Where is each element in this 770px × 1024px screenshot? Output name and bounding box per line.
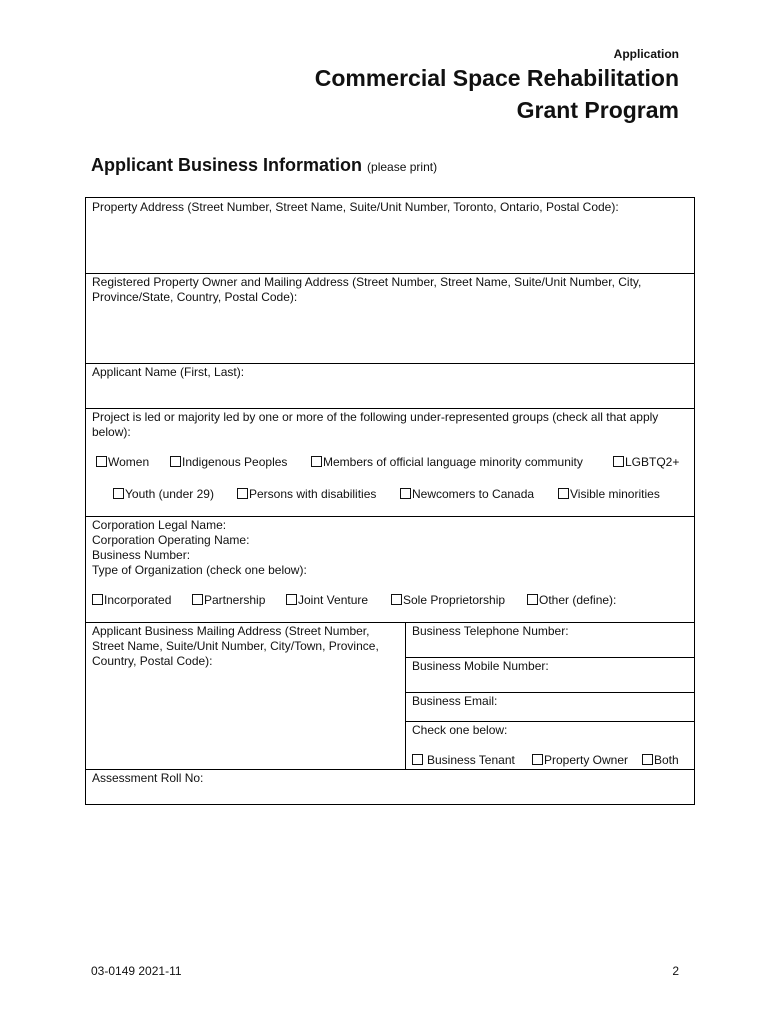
row-divider xyxy=(86,408,694,409)
row-divider xyxy=(405,657,694,658)
application-label: Application xyxy=(613,47,679,61)
row-divider xyxy=(405,721,694,722)
section-heading-note: (please print) xyxy=(367,160,438,174)
group-option-visible-minorities[interactable]: Visible minorities xyxy=(558,487,660,501)
checkbox[interactable] xyxy=(92,594,103,605)
checkbox[interactable] xyxy=(113,488,124,499)
row-divider xyxy=(86,273,694,274)
property-address-label: Property Address (Street Number, Street Name, Suite/Unit Number, Toronto, Ontario, Postal Code): xyxy=(92,200,619,214)
row-divider xyxy=(405,692,694,693)
checkbox[interactable] xyxy=(170,456,181,467)
column-divider xyxy=(405,622,406,769)
owner-address-label-line1: Registered Property Owner and Mailing Address (Street Number, Street Name, Suite/Unit Number, City, xyxy=(92,275,642,289)
page-title-line2: Grant Program xyxy=(516,97,679,123)
org-type-label: Type of Organization (check one below): xyxy=(92,563,307,577)
telephone-label: Business Telephone Number: xyxy=(412,624,569,638)
section-heading xyxy=(91,155,437,176)
checkbox[interactable] xyxy=(527,594,538,605)
form-code: 03-0149 2021-11 xyxy=(91,964,182,978)
corp-operating-name-label: Corporation Operating Name: xyxy=(92,533,250,547)
org-option-other[interactable]: Other (define): xyxy=(527,593,616,607)
assessment-roll-label: Assessment Roll No: xyxy=(92,771,204,785)
page-title-line1: Commercial Space Rehabilitation xyxy=(314,65,679,91)
group-option-youth[interactable]: Youth (under 29) xyxy=(113,487,214,501)
corp-legal-name-label: Corporation Legal Name: xyxy=(92,518,227,532)
applicant-name-label: Applicant Name (First, Last): xyxy=(92,365,245,379)
group-option-women[interactable]: Women xyxy=(96,455,149,469)
mailing-address-label-line1: Applicant Business Mailing Address (Street Number, xyxy=(92,624,370,638)
mobile-label: Business Mobile Number: xyxy=(412,659,549,673)
owner-address-label-line2: Province/State, Country, Postal Code): xyxy=(92,290,298,304)
check-one-label: Check one below: xyxy=(412,723,508,737)
checkbox[interactable] xyxy=(613,456,624,467)
tenure-option-business-tenant[interactable]: Business Tenant xyxy=(412,753,515,767)
checkbox[interactable] xyxy=(391,594,402,605)
checkbox[interactable] xyxy=(192,594,203,605)
checkbox[interactable] xyxy=(96,456,107,467)
row-divider xyxy=(86,363,694,364)
row-divider xyxy=(86,622,694,623)
mailing-address-label-line2: Street Name, Suite/Unit Number, City/Town, Province, xyxy=(92,639,379,653)
org-option-partnership[interactable]: Partnership xyxy=(192,593,265,607)
checkbox[interactable] xyxy=(532,754,543,765)
tenure-option-both[interactable]: Both xyxy=(642,753,679,767)
page-number: 2 xyxy=(672,964,679,978)
org-option-sole-proprietorship[interactable]: Sole Proprietorship xyxy=(391,593,505,607)
business-number-label: Business Number: xyxy=(92,548,191,562)
owner-address-field[interactable] xyxy=(86,306,694,362)
org-option-incorporated[interactable]: Incorporated xyxy=(92,593,171,607)
groups-label-line2: below): xyxy=(92,425,131,439)
group-option-lgbtq[interactable]: LGBTQ2+ xyxy=(613,455,679,469)
group-option-language-minority[interactable]: Members of official language minority community xyxy=(311,455,583,469)
checkbox[interactable] xyxy=(286,594,297,605)
checkbox[interactable] xyxy=(412,754,423,765)
email-label: Business Email: xyxy=(412,694,498,708)
application-form-table xyxy=(85,197,695,805)
group-option-newcomers[interactable]: Newcomers to Canada xyxy=(400,487,534,501)
checkbox[interactable] xyxy=(400,488,411,499)
assessment-roll-field[interactable] xyxy=(86,787,694,804)
checkbox[interactable] xyxy=(558,488,569,499)
property-address-field[interactable] xyxy=(86,216,694,272)
row-divider xyxy=(86,516,694,517)
org-option-joint-venture[interactable]: Joint Venture xyxy=(286,593,368,607)
applicant-name-field[interactable] xyxy=(86,381,694,407)
checkbox[interactable] xyxy=(237,488,248,499)
checkbox[interactable] xyxy=(642,754,653,765)
section-heading-text: Applicant Business Information xyxy=(91,155,363,175)
row-divider xyxy=(86,769,694,770)
mailing-address-field[interactable] xyxy=(86,670,404,766)
tenure-option-property-owner[interactable]: Property Owner xyxy=(532,753,628,767)
group-option-disabilities[interactable]: Persons with disabilities xyxy=(237,487,376,501)
groups-label-line1: Project is led or majority led by one or more of the following under-represented groups (check all that apply xyxy=(92,410,659,424)
checkbox[interactable] xyxy=(311,456,322,467)
mailing-address-label-line3: Country, Postal Code): xyxy=(92,654,213,668)
group-option-indigenous[interactable]: Indigenous Peoples xyxy=(170,455,287,469)
